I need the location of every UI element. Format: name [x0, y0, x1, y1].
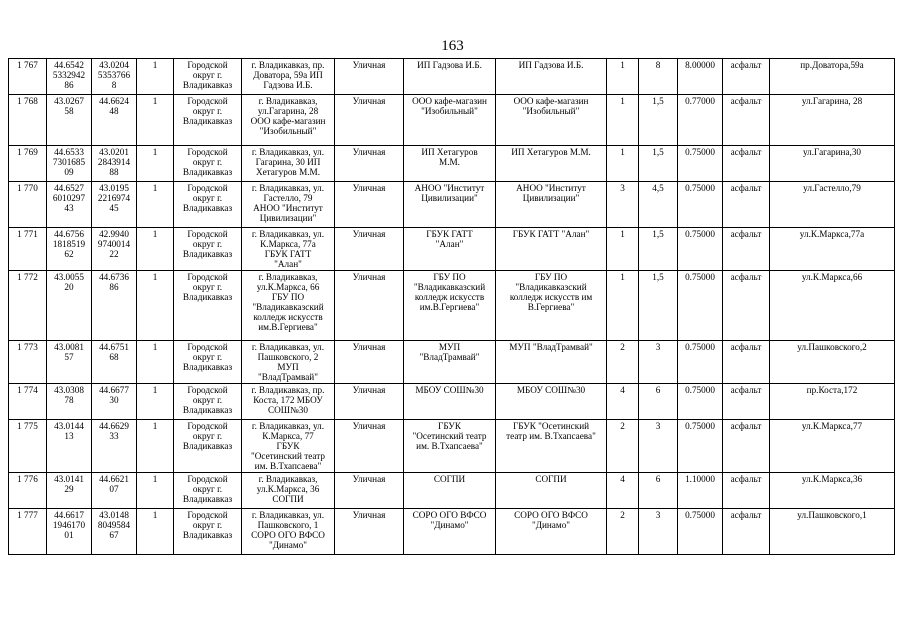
- owner-cell: СОРО ОГО ВФСО "Динамо": [404, 509, 496, 555]
- owner-cell: МБОУ СОШ№30: [404, 384, 496, 420]
- area-cell: 3: [639, 420, 678, 473]
- holder-cell: ГБУ ПО "Владикавказский колледж искусств им В.Гергиева": [496, 271, 607, 341]
- row-number: 1 770: [9, 182, 47, 228]
- volume-cell: 0.75000: [678, 420, 723, 473]
- table-body: [9, 59, 895, 555]
- address-cell: г. Владикавказ, ул. Гагарина, 30 ИП Хетагуров М.М.: [242, 146, 335, 182]
- area-cell: 1,5: [639, 146, 678, 182]
- location-cell: ул.К.Маркса,36: [770, 473, 895, 509]
- latitude-cell: 43.0055 20: [47, 271, 92, 341]
- table-row: [9, 384, 895, 420]
- volume-cell: 1.10000: [678, 473, 723, 509]
- latitude-cell: 43.0081 57: [47, 341, 92, 384]
- owner-cell: СОГПИ: [404, 473, 496, 509]
- address-cell: г. Владикавказ, ул. К.Маркса, 77а ГБУК ГАТТ "Алан": [242, 228, 335, 271]
- site-type-cell: Уличная: [335, 473, 404, 509]
- row-number: 1 777: [9, 509, 47, 555]
- holder-cell: ИП Хетагуров М.М.: [496, 146, 607, 182]
- row-number: 1 768: [9, 95, 47, 146]
- location-cell: ул.Гагарина, 28: [770, 95, 895, 146]
- page-number: 163: [441, 38, 464, 54]
- longitude-cell: 43.0204 5353766 8: [92, 59, 137, 95]
- surface-cell: асфальт: [723, 59, 770, 95]
- site-count-cell: 1: [137, 341, 174, 384]
- latitude-cell: 44.6542 5332942 86: [47, 59, 92, 95]
- holder-cell: ГБУК ГАТТ "Алан": [496, 228, 607, 271]
- container-count-cell: 3: [607, 182, 639, 228]
- latitude-cell: 43.0141 29: [47, 473, 92, 509]
- site-count-cell: 1: [137, 228, 174, 271]
- district-cell: Городской округ г. Владикавказ: [174, 509, 242, 555]
- site-type-cell: Уличная: [335, 59, 404, 95]
- district-cell: Городской округ г. Владикавказ: [174, 95, 242, 146]
- volume-cell: 0.75000: [678, 228, 723, 271]
- container-count-cell: 2: [607, 420, 639, 473]
- site-type-cell: Уличная: [335, 228, 404, 271]
- holder-cell: ИП Гадзова И.Б.: [496, 59, 607, 95]
- holder-cell: МБОУ СОШ№30: [496, 384, 607, 420]
- waste-site-registry-table: [8, 58, 895, 555]
- latitude-cell: 44.6533 7301685 09: [47, 146, 92, 182]
- district-cell: Городской округ г. Владикавказ: [174, 420, 242, 473]
- surface-cell: асфальт: [723, 271, 770, 341]
- site-type-cell: Уличная: [335, 182, 404, 228]
- site-type-cell: Уличная: [335, 146, 404, 182]
- container-count-cell: 4: [607, 384, 639, 420]
- holder-cell: АНОО "Институт Цивилизации": [496, 182, 607, 228]
- longitude-cell: 44.6677 30: [92, 384, 137, 420]
- volume-cell: 0.75000: [678, 271, 723, 341]
- area-cell: 1,5: [639, 228, 678, 271]
- container-count-cell: 2: [607, 341, 639, 384]
- surface-cell: асфальт: [723, 146, 770, 182]
- surface-cell: асфальт: [723, 228, 770, 271]
- address-cell: г. Владикавказ, ул.К.Маркса, 36 СОГПИ: [242, 473, 335, 509]
- site-count-cell: 1: [137, 95, 174, 146]
- row-number: 1 776: [9, 473, 47, 509]
- holder-cell: СОРО ОГО ВФСО "Динамо": [496, 509, 607, 555]
- location-cell: ул.К.Маркса,66: [770, 271, 895, 341]
- surface-cell: асфальт: [723, 420, 770, 473]
- longitude-cell: 44.6624 48: [92, 95, 137, 146]
- volume-cell: 0.75000: [678, 509, 723, 555]
- site-count-cell: 1: [137, 59, 174, 95]
- container-count-cell: 1: [607, 228, 639, 271]
- owner-cell: МУП "ВладТрамвай": [404, 341, 496, 384]
- longitude-cell: 43.0195 2216974 45: [92, 182, 137, 228]
- area-cell: 3: [639, 509, 678, 555]
- site-type-cell: Уличная: [335, 384, 404, 420]
- volume-cell: 8.00000: [678, 59, 723, 95]
- volume-cell: 0.75000: [678, 146, 723, 182]
- district-cell: Городской округ г. Владикавказ: [174, 384, 242, 420]
- table-row: [9, 59, 895, 95]
- longitude-cell: 43.0148 8049584 67: [92, 509, 137, 555]
- holder-cell: ООО кафе-магазин "Изобильный": [496, 95, 607, 146]
- container-count-cell: 1: [607, 146, 639, 182]
- longitude-cell: 43.0201 2843914 88: [92, 146, 137, 182]
- volume-cell: 0.75000: [678, 182, 723, 228]
- site-count-cell: 1: [137, 271, 174, 341]
- row-number: 1 769: [9, 146, 47, 182]
- area-cell: 1,5: [639, 95, 678, 146]
- container-count-cell: 2: [607, 509, 639, 555]
- table-row: [9, 509, 895, 555]
- holder-cell: ГБУК "Осетинский театр им. В.Тхапсаева": [496, 420, 607, 473]
- site-type-cell: Уличная: [335, 271, 404, 341]
- site-count-cell: 1: [137, 182, 174, 228]
- longitude-cell: 44.6621 07: [92, 473, 137, 509]
- owner-cell: ГБУК ГАТТ "Алан": [404, 228, 496, 271]
- location-cell: пр.Коста,172: [770, 384, 895, 420]
- site-count-cell: 1: [137, 420, 174, 473]
- location-cell: ул.Пашковского,1: [770, 509, 895, 555]
- district-cell: Городской округ г. Владикавказ: [174, 59, 242, 95]
- site-count-cell: 1: [137, 384, 174, 420]
- latitude-cell: 43.0267 58: [47, 95, 92, 146]
- address-cell: г. Владикавказ, ул.Гагарина, 28 ООО кафе-магазин "Изобильный": [242, 95, 335, 146]
- surface-cell: асфальт: [723, 95, 770, 146]
- latitude-cell: 44.6756 1818519 62: [47, 228, 92, 271]
- latitude-cell: 44.6617 1946170 01: [47, 509, 92, 555]
- longitude-cell: 44.6751 68: [92, 341, 137, 384]
- address-cell: г. Владикавказ, пр. Коста, 172 МБОУ СОШ№30: [242, 384, 335, 420]
- row-number: 1 772: [9, 271, 47, 341]
- table-row: [9, 146, 895, 182]
- table-row: [9, 473, 895, 509]
- row-number: 1 775: [9, 420, 47, 473]
- latitude-cell: 43.0144 13: [47, 420, 92, 473]
- address-cell: г. Владикавказ, ул. Пашковского, 1 СОРО ОГО ВФСО "Динамо": [242, 509, 335, 555]
- site-count-cell: 1: [137, 509, 174, 555]
- table-row: [9, 420, 895, 473]
- location-cell: пр.Доватора,59а: [770, 59, 895, 95]
- site-type-cell: Уличная: [335, 95, 404, 146]
- address-cell: г. Владикавказ, ул.К.Маркса, 66 ГБУ ПО "Владикавказский колледж искусств им.В.Гергиева": [242, 271, 335, 341]
- surface-cell: асфальт: [723, 384, 770, 420]
- row-number: 1 767: [9, 59, 47, 95]
- row-number: 1 774: [9, 384, 47, 420]
- area-cell: 4,5: [639, 182, 678, 228]
- location-cell: ул.К.Маркса,77а: [770, 228, 895, 271]
- surface-cell: асфальт: [723, 341, 770, 384]
- volume-cell: 0.75000: [678, 384, 723, 420]
- site-count-cell: 1: [137, 473, 174, 509]
- owner-cell: ИП Хетагуров М.М.: [404, 146, 496, 182]
- site-count-cell: 1: [137, 146, 174, 182]
- location-cell: ул.К.Маркса,77: [770, 420, 895, 473]
- site-type-cell: Уличная: [335, 509, 404, 555]
- longitude-cell: 42.9940 9740014 22: [92, 228, 137, 271]
- site-type-cell: Уличная: [335, 341, 404, 384]
- location-cell: ул.Гастелло,79: [770, 182, 895, 228]
- district-cell: Городской округ г. Владикавказ: [174, 146, 242, 182]
- address-cell: г. Владикавказ, ул. Гастелло, 79 АНОО "Институт Цивилизации": [242, 182, 335, 228]
- location-cell: ул.Пашковского,2: [770, 341, 895, 384]
- holder-cell: СОГПИ: [496, 473, 607, 509]
- address-cell: г. Владикавказ, пр. Доватора, 59а ИП Гадзова И.Б.: [242, 59, 335, 95]
- area-cell: 3: [639, 341, 678, 384]
- surface-cell: асфальт: [723, 473, 770, 509]
- table-row: [9, 95, 895, 146]
- latitude-cell: 43.0308 78: [47, 384, 92, 420]
- container-count-cell: 1: [607, 271, 639, 341]
- table-row: [9, 341, 895, 384]
- table-row: [9, 271, 895, 341]
- container-count-cell: 1: [607, 95, 639, 146]
- owner-cell: АНОО "Институт Цивилизации": [404, 182, 496, 228]
- address-cell: г. Владикавказ, ул. К.Маркса, 77 ГБУК "Осетинский театр им. В.Тхапсаева": [242, 420, 335, 473]
- longitude-cell: 44.6629 33: [92, 420, 137, 473]
- surface-cell: асфальт: [723, 182, 770, 228]
- table-row: [9, 182, 895, 228]
- container-count-cell: 4: [607, 473, 639, 509]
- owner-cell: ГБУ ПО "Владикавказский колледж искусств им.В.Гергиева": [404, 271, 496, 341]
- area-cell: 6: [639, 473, 678, 509]
- table-row: [9, 228, 895, 271]
- area-cell: 6: [639, 384, 678, 420]
- longitude-cell: 44.6736 86: [92, 271, 137, 341]
- volume-cell: 0.75000: [678, 341, 723, 384]
- row-number: 1 771: [9, 228, 47, 271]
- district-cell: Городской округ г. Владикавказ: [174, 473, 242, 509]
- address-cell: г. Владикавказ, ул. Пашковского, 2 МУП "ВладТрамвай": [242, 341, 335, 384]
- surface-cell: асфальт: [723, 509, 770, 555]
- owner-cell: ИП Гадзова И.Б.: [404, 59, 496, 95]
- latitude-cell: 44.6527 6010297 43: [47, 182, 92, 228]
- district-cell: Городской округ г. Владикавказ: [174, 182, 242, 228]
- owner-cell: ООО кафе-магазин "Изобильный": [404, 95, 496, 146]
- owner-cell: ГБУК "Осетинский театр им. В.Тхапсаева": [404, 420, 496, 473]
- location-cell: ул.Гагарина,30: [770, 146, 895, 182]
- district-cell: Городской округ г. Владикавказ: [174, 228, 242, 271]
- area-cell: 8: [639, 59, 678, 95]
- district-cell: Городской округ г. Владикавказ: [174, 341, 242, 384]
- holder-cell: МУП "ВладТрамвай": [496, 341, 607, 384]
- container-count-cell: 1: [607, 59, 639, 95]
- volume-cell: 0.77000: [678, 95, 723, 146]
- area-cell: 1,5: [639, 271, 678, 341]
- district-cell: Городской округ г. Владикавказ: [174, 271, 242, 341]
- site-type-cell: Уличная: [335, 420, 404, 473]
- row-number: 1 773: [9, 341, 47, 384]
